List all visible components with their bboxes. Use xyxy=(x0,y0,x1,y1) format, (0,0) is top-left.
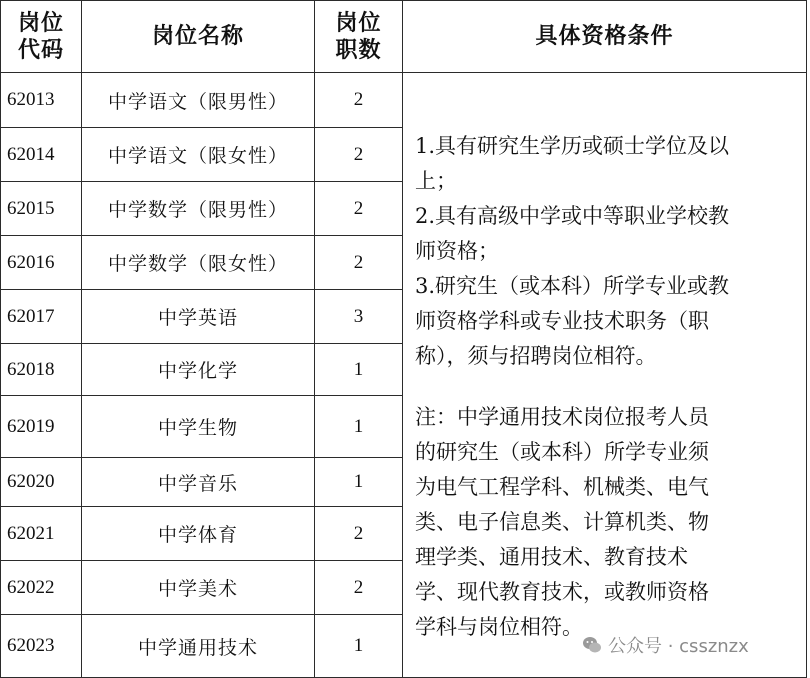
position-count: 3 xyxy=(315,290,403,344)
watermark-text: 公众号 · cssznzx xyxy=(608,636,749,657)
note-line: 学科与岗位相符。 xyxy=(415,615,583,639)
position-name: 中学英语 xyxy=(82,290,315,344)
table-row xyxy=(1,73,807,128)
position-name: 中学美术 xyxy=(82,561,315,615)
position-count: 1 xyxy=(315,396,403,458)
watermark xyxy=(582,632,749,658)
position-code: 62022 xyxy=(1,561,82,615)
requirement-line: 上； xyxy=(415,169,457,193)
position-code: 62019 xyxy=(1,396,82,458)
requirement-line: 师资格学科或专业技术职务（职 xyxy=(415,309,709,333)
header-code-line1: 岗位 xyxy=(17,9,64,36)
header-code-line2: 代码 xyxy=(17,36,64,63)
position-count: 2 xyxy=(315,507,403,561)
header-count-line1: 岗位 xyxy=(335,9,382,36)
position-count: 1 xyxy=(315,458,403,507)
position-name: 中学体育 xyxy=(82,507,315,561)
position-name: 中学数学（限男性） xyxy=(82,182,315,236)
position-code: 62021 xyxy=(1,507,82,561)
position-name: 中学化学 xyxy=(82,344,315,396)
header-code xyxy=(1,1,82,73)
position-code: 62020 xyxy=(1,458,82,507)
wechat-icon xyxy=(582,635,602,655)
position-code: 62017 xyxy=(1,290,82,344)
position-name: 中学生物 xyxy=(82,396,315,458)
position-count: 2 xyxy=(315,73,403,128)
note-line: 为电气工程学科、机械类、电气 xyxy=(415,475,709,499)
header-count xyxy=(315,1,403,73)
note-line: 理学类、通用技术、教育技术 xyxy=(415,545,688,569)
position-name: 中学语文（限男性） xyxy=(82,73,315,128)
note-line: 类、电子信息类、计算机类、物 xyxy=(415,510,709,534)
position-count: 2 xyxy=(315,561,403,615)
requirement-line: 2.具有高级中学或中等职业学校教 xyxy=(415,204,730,228)
position-code: 62023 xyxy=(1,615,82,678)
position-name: 中学通用技术 xyxy=(82,615,315,678)
spacer xyxy=(415,374,792,400)
position-name: 中学语文（限女性） xyxy=(82,128,315,182)
position-count: 1 xyxy=(315,344,403,396)
position-code: 62014 xyxy=(1,128,82,182)
position-code: 62015 xyxy=(1,182,82,236)
requirement-line: 称），须与招聘岗位相符。 xyxy=(415,344,657,368)
requirement-line: 3.研究生（或本科）所学专业或教 xyxy=(415,274,730,298)
position-count: 2 xyxy=(315,182,403,236)
position-code: 62016 xyxy=(1,236,82,290)
position-count: 1 xyxy=(315,615,403,678)
position-count: 2 xyxy=(315,128,403,182)
header-count-line2: 职数 xyxy=(335,36,382,63)
position-name: 中学数学（限女性） xyxy=(82,236,315,290)
header-row xyxy=(1,1,807,73)
note-line: 学、现代教育技术，或教师资格 xyxy=(415,580,709,604)
requirement-line: 师资格； xyxy=(415,239,499,263)
position-name: 中学音乐 xyxy=(82,458,315,507)
note-line: 注：中学通用技术岗位报考人员 xyxy=(415,405,709,429)
requirement-line: 1.具有研究生学历或硕士学位及以 xyxy=(415,134,730,158)
header-name: 岗位名称 xyxy=(82,1,315,73)
position-count: 2 xyxy=(315,236,403,290)
requirements-cell xyxy=(403,73,807,678)
position-code: 62018 xyxy=(1,344,82,396)
header-requirements: 具体资格条件 xyxy=(403,1,807,73)
position-code: 62013 xyxy=(1,73,82,128)
note-line: 的研究生（或本科）所学专业须 xyxy=(415,440,709,464)
